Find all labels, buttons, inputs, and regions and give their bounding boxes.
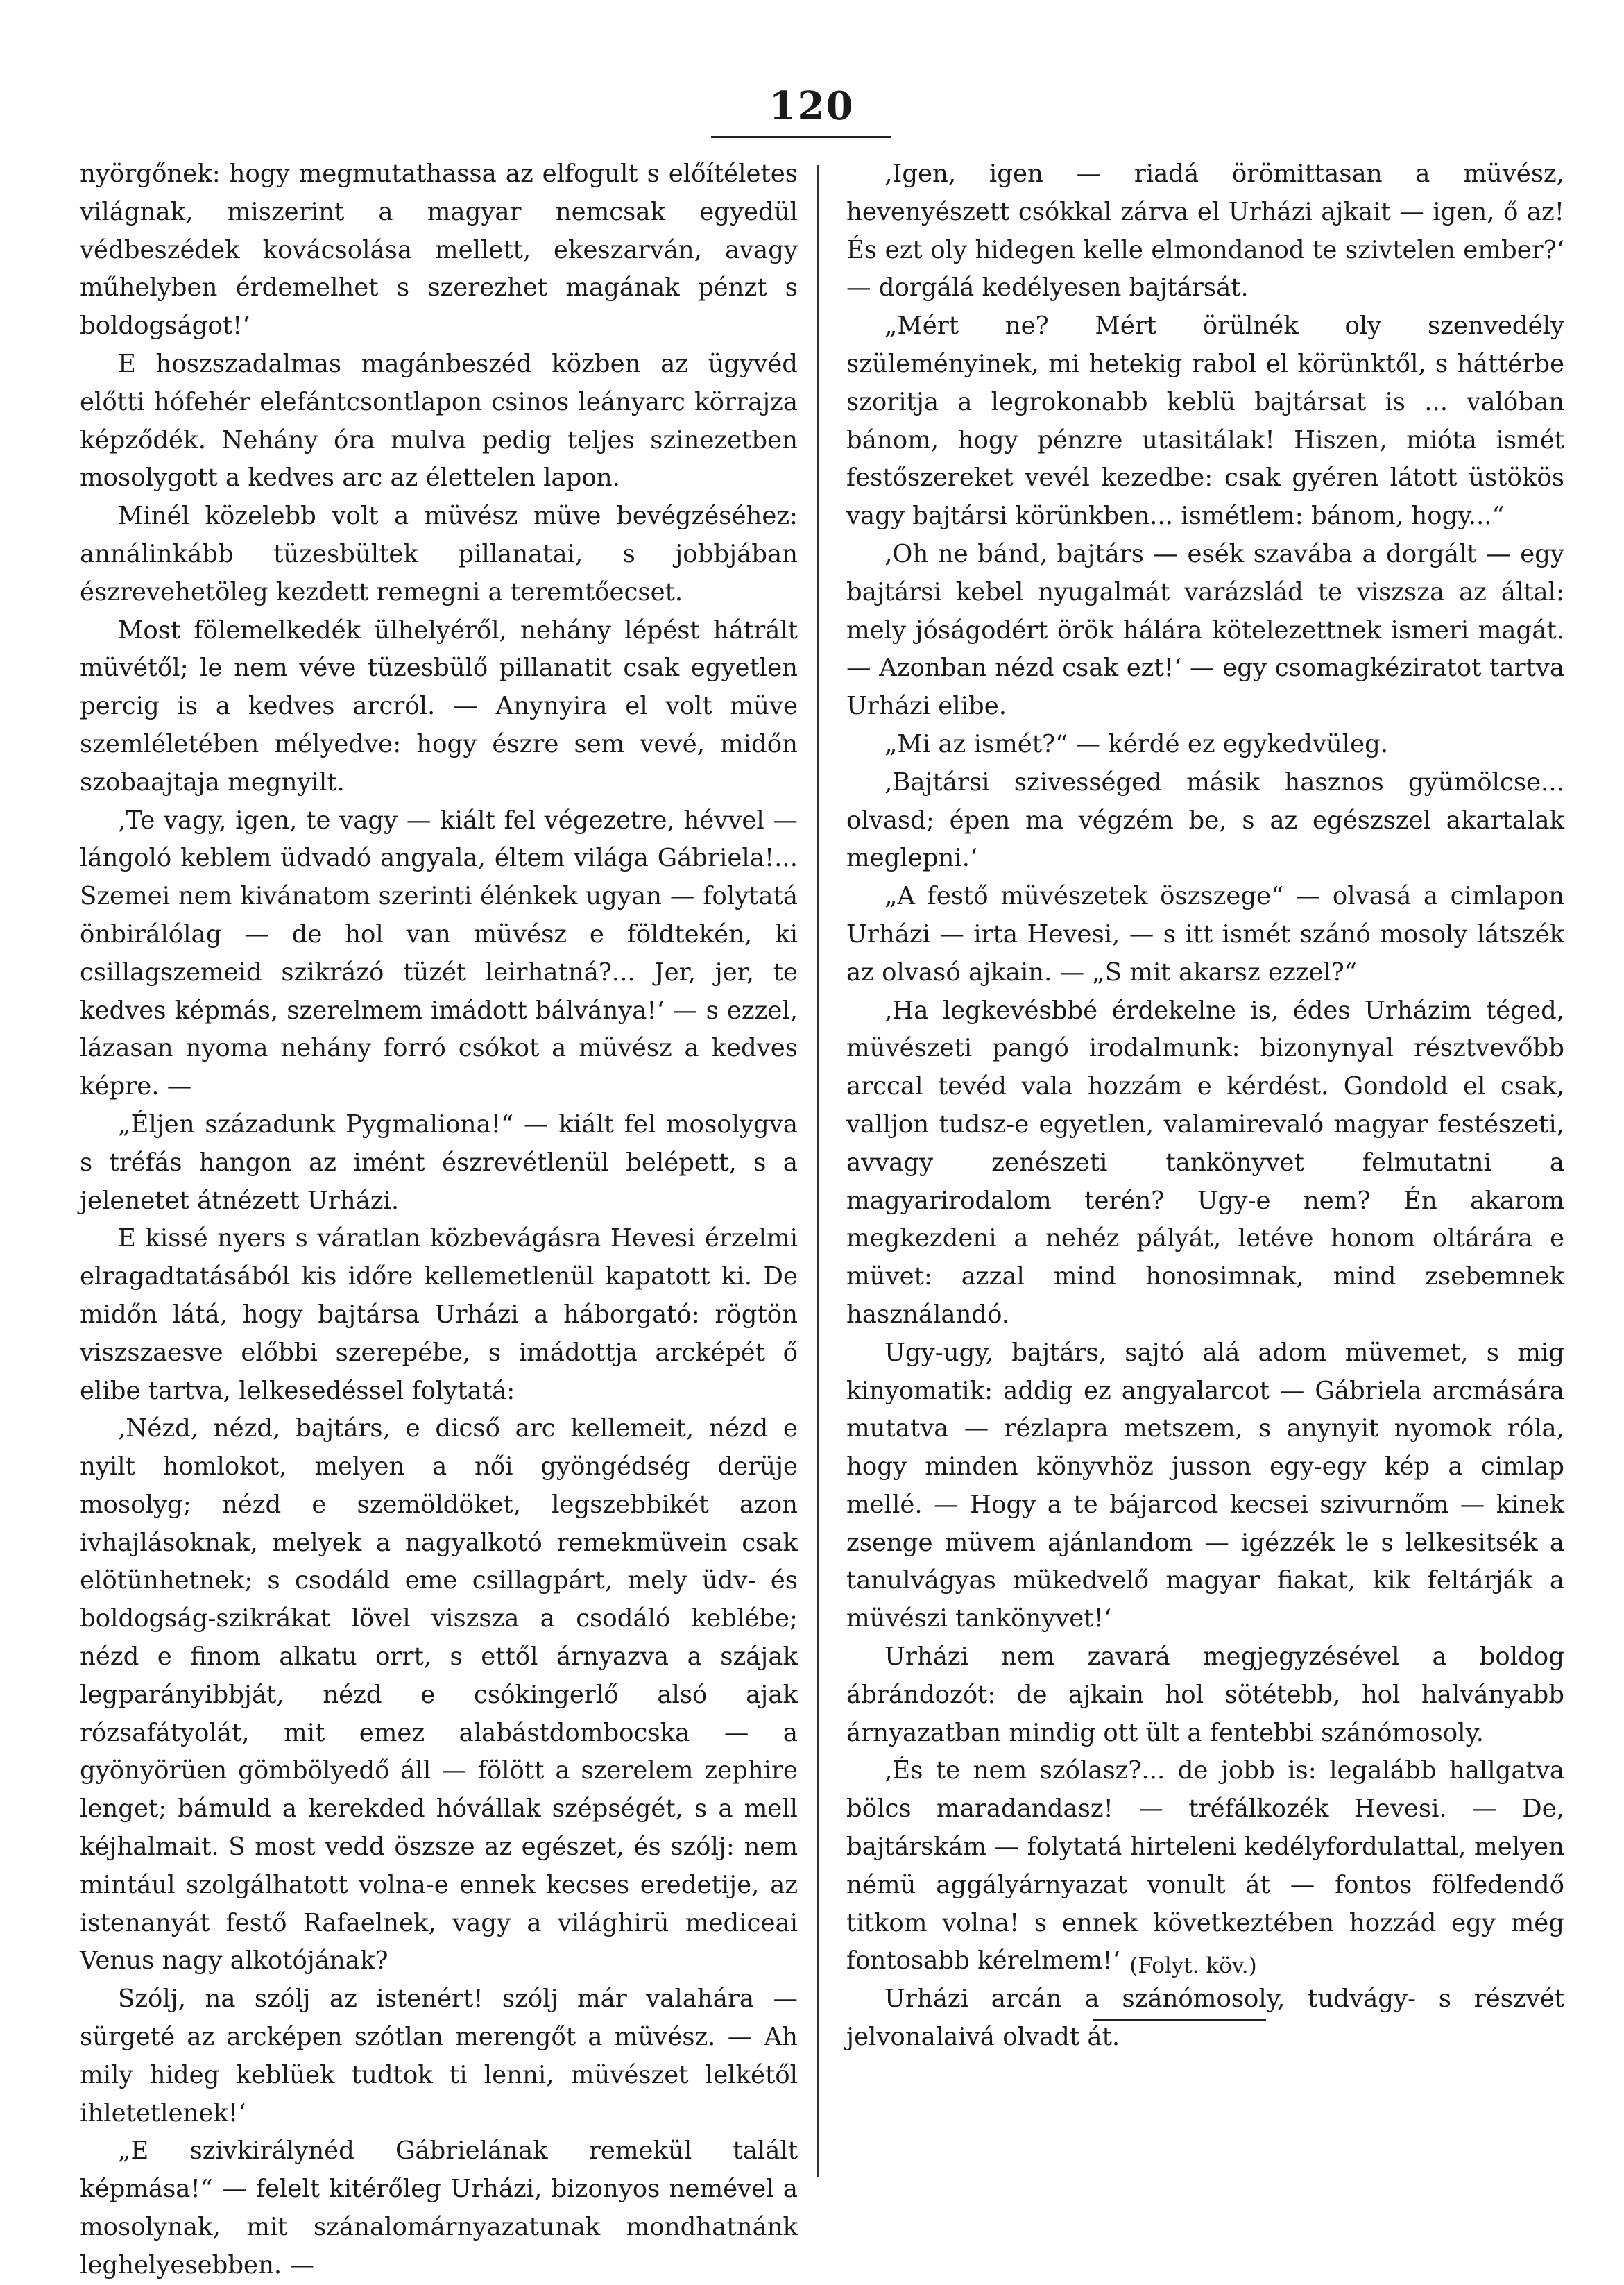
paragraph: ‚Ha legkevésbbé érdekelne is, édes Urházim téged, müvészeti pangó irodalmunk: bizonynyal résztvevőbb arccal tevéd vala hozzám e kérdést. Gondold el csak, valljon tudsz-e egyetlen, valamirevaló magyar festészeti, avvagy zenészeti tankönyvet felmutatni a magyarirodalom terén? Ugy-e nem? Én akarom megkezdeni a nehéz pályát, letéve honom oltárára e müvet: azzal mind honosimnak, mind zsebemnek használandó. <box>846 996 1564 1329</box>
paragraph: E hoszszadalmas magánbeszéd közben az ügyvéd előtti hófehér elefántcsontlapon csinos leányarc körrajza képződék. Nehány óra mulva pedig teljes szinezetben mosolygott a kedves arc az élettelen lapon. <box>80 349 798 493</box>
paragraph: Ugy-ugy, bajtárs, sajtó alá adom müvemet, s mig kinyomatik: addig ez angyalarcot — Gábriela arcmására mutatva — rézlapra metszem, s anynyit nyomok róla, hogy minden könyvhöz jusson egy-egy kép a cimlap mellé. — Hogy a te bájarcod kecsei szivurnőm — kinek zsenge müvem ajánlandom — igézzék le s lelkesitsék a tanulvágyas mükedvelő magyar fiakat, kik feltárják a müvészi tankönyvet!‘ <box>846 1338 1564 1633</box>
paragraph: „Éljen századunk Pygmaliona!“ — kiált fel mosolygva s tréfás hangon az imént észrevétlenül belépett, s a jelenetet átnézett Urházi. <box>80 1110 798 1215</box>
paragraph: ‚Igen, igen — riadá örömittasan a müvész, hevenyészett csókkal zárva el Urházi ajkait — igen, ő az! És ezt oly hidegen kelle elmondanod te szivtelen ember?‘ — dorgálá kedélyesen bajtársát. <box>846 160 1564 303</box>
end-rule <box>1093 2019 1266 2021</box>
paragraph: ‚Nézd, nézd, bajtárs, e dicső arc kellemeit, nézd e nyilt homlokot, melyen a női gyöngédség derüje mosolyg; nézd e szemöldöket, legszebbikét azon ivhajlásoknak, melyek a nagyalkotó remekmüvein csak elötünhetnek; s csodáld eme csillagpárt, mely üdv- és boldogság-szikrákat lövel viszsza a csodáló keblébe; nézd e finom alkatu orrt, s ettől árnyazva a szájak legparányibbját, nézd e csókingerlő alsó ajak rózsafátyolát, mit emez alabástdombocska — a gyönyörüen gömbölyedő áll — fölött a szerelem zephire lenget; bámuld a kerekded hóvállak szépségét, s a mell kéjhalmait. S most vedd öszsze az egészet, és szólj: nem mintául szolgálhatott volna-e ennek kecses eredetije, az istenanyát festő Rafaelnek, vagy a világhirü mediceai Venus nagy alkotójának? <box>80 1414 798 1976</box>
paragraph: ‚És te nem szólasz?... de jobb is: legalább hallgatva bölcs maradandasz! — tréfálkozék Hevesi. — De, bajtárskám — folytatá hirteleni kedélyfordulattal, melyen némü aggályárnyazat vonult át — fontos fölfedendő titkom volna! s ennek következtében hozzád egy még fontosabb kérelmem!‘ <box>846 1756 1564 1976</box>
column-divider <box>817 165 819 2177</box>
paragraph: nyörgőnek: hogy megmutathassa az elfogult s előítéletes világnak, miszerint a magyar nemcsak egyedül védbeszédek kovácsolása mellett, ekeszarván, avagy műhelyben érdemelhet s szerezhet magának pénzt s boldogságot!‘ <box>80 160 798 341</box>
paragraph: „A festő müvészetek öszszege“ — olvasá a cimlapon Urházi — irta Hevesi, — s itt ismét szánó mosoly látszék az olvasó ajkain. — „S mit akarsz ezzel?“ <box>846 882 1564 987</box>
paragraph: Urházi nem zavará megjegyzésével a boldog ábrándozót: de ajkain hol sötétebb, hol halványabb árnyazatban mindig ott ült a fentebbi szánómosoly. <box>846 1642 1564 1747</box>
continued-note: (Folyt. köv.) <box>1129 1953 1257 1978</box>
paragraph: „Mi az ismét?“ — kérdé ez egykedvüleg. <box>884 729 1389 758</box>
paragraph: Szólj, na szólj az istenért! szólj már valahára — sürgeté az arcképen szótlan merengőt a müvész. — Ah mily hideg keblüek tudtok ti lenni, müvészet lelkétől ihletetlenek!‘ <box>80 1985 798 2127</box>
page-number: 120 <box>769 83 855 129</box>
page-number-rule <box>711 136 891 138</box>
left-column <box>80 155 798 2285</box>
paragraph: Most fölemelkedék ülhelyéről, nehány lépést hátrált müvétől; le nem véve tüzesbülő pillanatit csak egyetlen percig is a kedves arcról. — Anynyira el volt müve szemléletében mélyedve: hogy észre sem vevé, midőn szobaajtaja megnyilt. <box>80 615 798 797</box>
paragraph: Minél közelebb volt a müvész müve bevégzéséhez: annálinkább tüzesbültek pillanatai, s jobbjában észrevehetöleg kezdett remegni a teremtőecset. <box>80 502 798 606</box>
paragraph: ‚Oh ne bánd, bajtárs — esék szavába a dorgált — egy bajtársi kebel nyugalmát varázslád te viszsza az által: mely jóságodért örök hálára kötelezettnek ismeri magát. — Azonban nézd csak ezt!‘ — egy csomagkéziratot tartva Urházi elibe. <box>846 539 1564 721</box>
paragraph: ‚Bajtársi szivességed másik hasznos gyümölcse... olvasd; épen ma végzém be, s az egészszel akartalak meglepni.‘ <box>846 767 1564 873</box>
paragraph: E kissé nyers s váratlan közbevágásra Hevesi érzelmi elragadtatásából kis időre kellemetlenül kapatott ki. De midőn látá, hogy bajtársa Urházi a háborgató: rögtön viszszaesve előbbi szerepébe, s imádottja arcképét ő elibe tartva, lelkesedéssel folytatá: <box>80 1224 798 1405</box>
right-column <box>846 155 1564 2057</box>
paragraph: Urházi arcán a szánómosoly, tudvágy- s részvét jelvonalaivá olvadt át. <box>846 1985 1564 2052</box>
paragraph: „E szivkirálynéd Gábrielának remekül talált képmása!“ — felelt kitérőleg Urházi, bizonyos nemével a mosolynak, mit szánalomárnyazatunak mondhatnánk leghelyesebben. — <box>80 2137 798 2279</box>
paragraph: „Mért ne? Mért örülnék oly szenvedély szüleményinek, mi hetekig rabol el körünktől, s háttérbe szoritja a legrokonabb keblü bajtársat is ... valóban bánom, hogy pénzre utasitálak! Hiszen, mióta ismét festőszereket vevél kezedbe: csak gyéren látott üstökös vagy bajtársi körünkben... ismétlem: bánom, hogy...“ <box>846 312 1564 531</box>
paragraph: ‚Te vagy, igen, te vagy — kiált fel végezetre, hévvel — lángoló keblem üdvadó angyala, éltem világa Gábriela!... Szemei nem kivánatom szerinti élénkek ugyan — folytatá önbirálólag — de hol van müvész e földtekén, ki csillagszemeid szikrázó tüzét leirhatná?... Jer, jer, te kedves képmás, szerelmem imádott bálványa!‘ — s ezzel, lázasan nyoma nehány forró csókot a müvész a kedves képre. — <box>80 806 798 1101</box>
